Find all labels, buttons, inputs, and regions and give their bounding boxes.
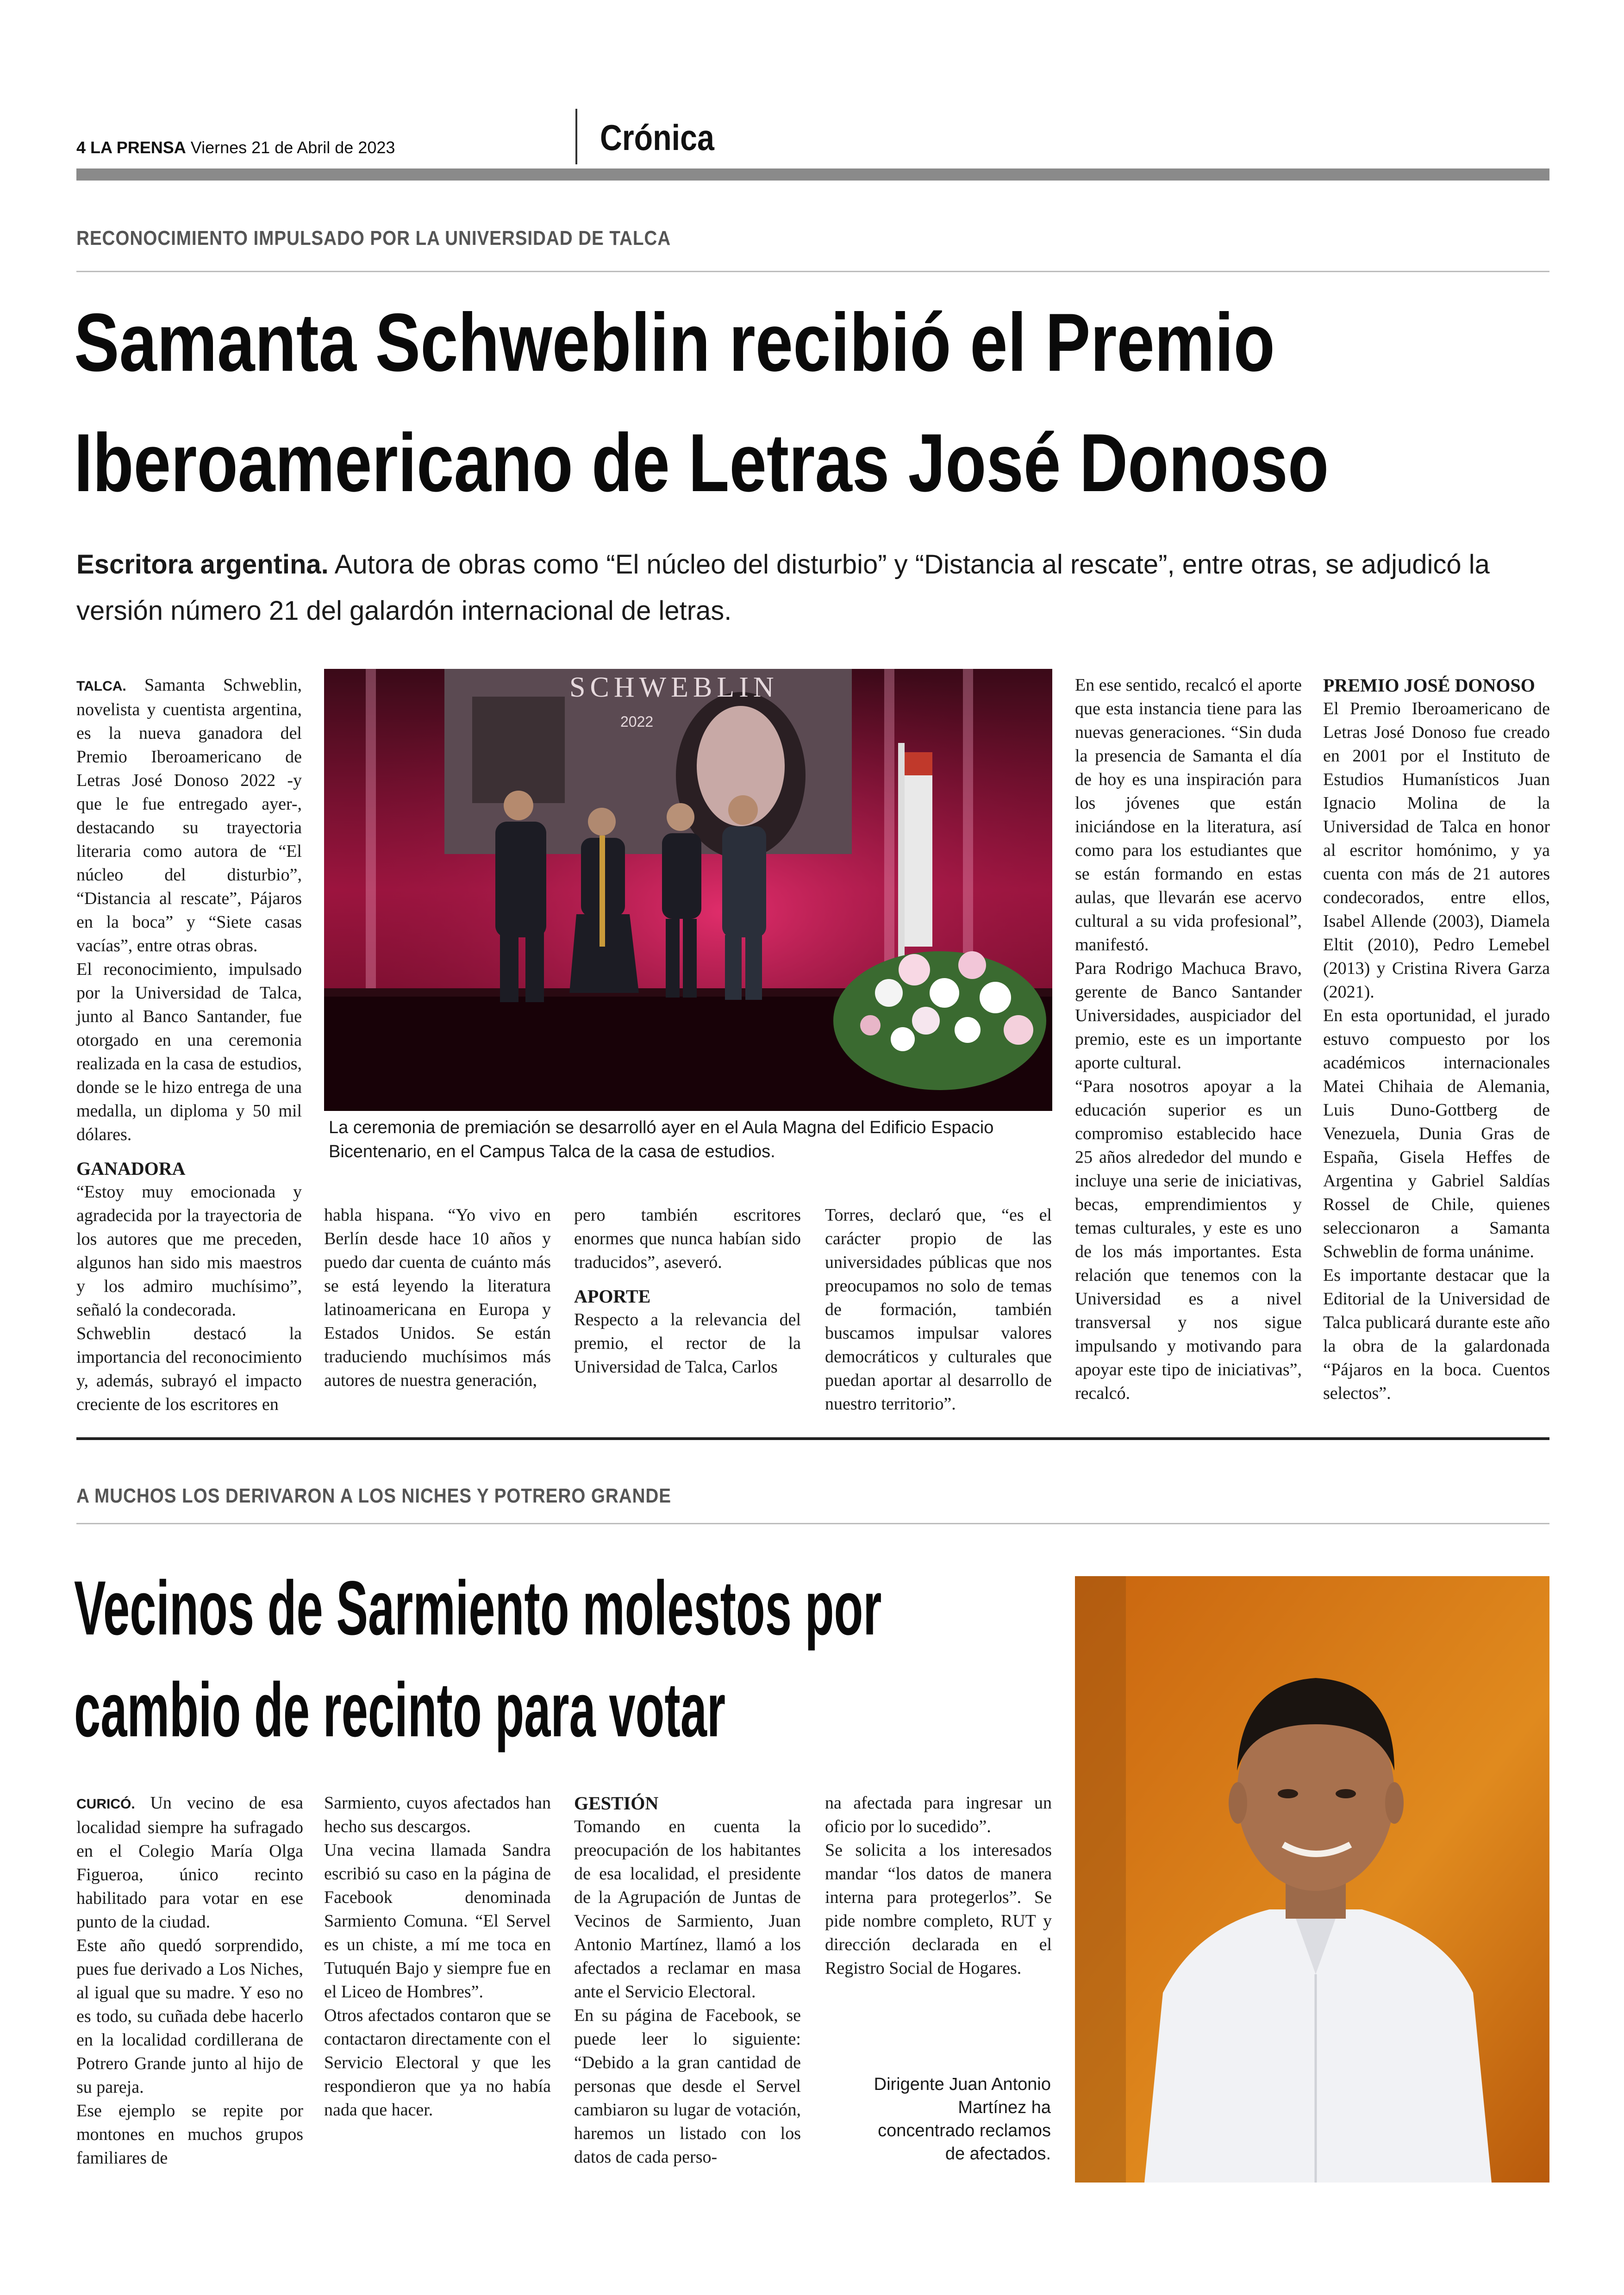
paragraph: Una vecina llamada Sandra escribió su caso en la página de Facebook denominada Sarmiento Comuna. “El Servel es un chiste, a mí me toca en Tutuquén Bajo y siempre fue en el Liceo de Hombres”. <box>324 1840 551 2002</box>
paragraph: pero también escritores enormes que nunca habían sido traducidos”, aseveró. <box>574 1205 801 1272</box>
screen-year: 2022 <box>620 713 654 730</box>
paragraph: Este año quedó sorprendido, pues fue derivado a Los Niches, al igual que su madre. Y eso no es todo, su cuñada debe hacerlo en la localidad cordillerana de Potrero Grande junto al hijo de su pareja. <box>76 1936 303 2097</box>
paragraph: Respecto a la relevancia del premio, el rector de la Universidad de Talca, Carlos <box>574 1310 801 1377</box>
paragraph: Se solicita a los interesados mandar “los datos de manera interna para protegerlos”. Se pide nombre completo, RUT y dirección declarada en el Registro Social de Hogares. <box>825 1840 1052 1978</box>
paragraph: Ese ejemplo se repite por montones en muchos grupos familiares de <box>76 2101 303 2168</box>
article1-column-6 <box>1323 674 1550 1405</box>
subhead-aporte: APORTE <box>574 1286 651 1307</box>
paragraph: El reconocimiento, impulsado por la Universidad de Talca, junto al Banco Santander, fue otorgado en una ceremonia realizada en la casa de estudios, donde se le hizo entrega de una medalla, un diploma y 50 mil dólares. <box>76 960 302 1144</box>
article2-column-4 <box>825 1791 1052 1980</box>
article2-column-2 <box>324 1791 551 2122</box>
article1-headline-line2: Iberoamericano de Letras José Donoso <box>74 417 1329 509</box>
article1-column-5 <box>1075 674 1302 1405</box>
article1-column-4 <box>825 1204 1052 1416</box>
masthead-line <box>76 138 395 157</box>
lead-bold: Escritora argentina. <box>76 549 329 580</box>
paragraph: “Para nosotros apoyar a la educación superior es un compromiso establecido hace 25 años alrededor del mundo e incluye una serie de iniciativas, becas, emprendimientos y temas culturales, y este es uno de los más importantes. Esta relación que tenemos con la Universidad es a nivel transversal y nos sigue impulsando y motivando para apoyar este tipo de iniciativas”, recalcó. <box>1075 1077 1302 1403</box>
dateline: CURICÓ. <box>76 1796 135 1812</box>
paragraph: Schweblin destacó la importancia del reconocimiento y, además, subrayó el impacto creciente de los escritores en <box>76 1324 302 1414</box>
article2-headline-line1: Vecinos de Sarmiento molestos por <box>74 1565 882 1651</box>
header-bar <box>76 168 1549 181</box>
paragraph: Para Rodrigo Machuca Bravo, gerente de Banco Santander Universidades, auspiciador del premio, este es un importante aporte cultural. <box>1075 959 1302 1073</box>
paragraph: habla hispana. “Yo vivo en Berlín desde hace 10 años y puedo dar cuenta de cuánto más se está leyendo la literatura latinoamericana en Europa y Estados Unidos. Se están traduciendo muchísimos más autores de nuestra generación, <box>324 1205 551 1390</box>
paragraph: “Estoy muy emocionada y agradecida por la trayectoria de los autores que me preceden, algunos han sido mis maestros y los admiro muchísimo”, señaló la condecorada. <box>76 1182 302 1320</box>
paragraph: Sarmiento, cuyos afectados han hecho sus descargos. <box>324 1793 551 1836</box>
paper-name: LA PRENSA <box>90 138 186 157</box>
article1-headline-line1: Samanta Schweblin recibió el Premio <box>74 296 1275 388</box>
kicker-rule <box>76 1523 1549 1524</box>
subhead-premio: PREMIO JOSÉ DONOSO <box>1323 675 1535 696</box>
ceremony-photo <box>324 669 1052 1111</box>
portrait-photo <box>1075 1576 1549 2183</box>
article2-column-3 <box>574 1791 801 2169</box>
kicker-rule <box>76 271 1549 272</box>
portrait-caption: Dirigente Juan Antonio Martínez ha concentrado reclamos de afectados. <box>874 2075 1051 2164</box>
section-divider <box>76 1437 1549 1440</box>
paragraph: Tomando en cuenta la preocupación de los habitantes de esa localidad, el presidente de la Agrupación de Juntas de Vecinos de Sarmiento, Juan Antonio Martínez, llamó a los afectados a reclamar en masa ante el Servicio Electoral. <box>574 1817 801 2002</box>
paragraph: En ese sentido, recalcó el aporte que esta instancia tiene para las nuevas generaciones. “Sin duda la presencia de Samanta el día de hoy es una inspiración para los jóvenes que están iniciándose en la literatura, así como para los estudiantes que se están formando en estas aulas, que llevarán ese acervo cultural a su vida profesional”, manifestó. <box>1075 675 1302 954</box>
article1-column-3 <box>574 1204 801 1379</box>
paragraph: na afectada para ingresar un oficio por lo sucedido”. <box>825 1793 1052 1836</box>
article1-column-1 <box>76 674 302 1416</box>
paragraph: Samanta Schweblin, novelista y cuentista argentina, es la nueva ganadora del Premio Iberoamericano de Letras José Donoso 2022 -y que le fue entregado ayer-, destacando su trayectoria literaria como autora de “El núcleo del disturbio”, “Distancia al rescate”, Pájaros en la boca” y “Siete casas vacías”, entre otras obras. <box>76 675 302 955</box>
lead-text: Autora de obras como “El núcleo del disturbio” y “Distancia al rescate”, entre otras, se adjudicó la versión número 21 del galardón internacional de letras. <box>76 549 1490 626</box>
page-number: 4 <box>76 138 86 157</box>
article2-column-1 <box>76 1791 303 2170</box>
paragraph: Un vecino de esa localidad siempre ha sufragado en el Colegio María Olga Figueroa, único recinto habilitado para votar en ese punto de la ciudad. <box>76 1793 304 1932</box>
section-title: Crónica <box>600 117 714 158</box>
dateline: TALCA. <box>76 679 126 694</box>
article1-kicker: RECONOCIMIENTO IMPULSADO POR LA UNIVERSIDAD DE TALCA <box>76 227 671 249</box>
portrait-photo-image <box>1075 1576 1549 2183</box>
article2-kicker: A MUCHOS LOS DERIVARON A LOS NICHES Y POTRERO GRANDE <box>76 1484 671 1507</box>
subhead-gestion: GESTIÓN <box>574 1793 659 1814</box>
paragraph: El Premio Iberoamericano de Letras José Donoso fue creado en 2001 por el Instituto de Estudios Humanísticos Juan Ignacio Molina de la Universidad de Talca en honor al escritor homónimo, y ya cuenta con más de 21 autores condecorados, entre ellos, Isabel Allende (2003), Diamela Eltit (2010), Pedro Lemebel (2013) y Cristina Rivera Garza (2021). <box>1323 699 1550 1002</box>
screen-title: SCHWEBLIN <box>569 672 779 703</box>
paragraph: Otros afectados contaron que se contactaron directamente con el Servicio Electoral y que les respondieron que ya no había nada que hacer. <box>324 2006 551 2120</box>
subhead-ganadora: GANADORA <box>76 1158 186 1179</box>
article1-column-2 <box>324 1204 551 1392</box>
paragraph: En esta oportunidad, el jurado estuvo compuesto por los académicos internacionales Matei Chihaia de Alemania, Luis Duno-Gottberg de Venezuela, Dunia Gras de España, Gisela Heffes de Argentina y Gabriel Saldías Rossel de Chile, quienes seleccionaron a Samanta Schweblin de forma unánime. <box>1323 1006 1550 1261</box>
ceremony-photo-caption: La ceremonia de premiación se desarrolló ayer en el Aula Magna del Edificio Espacio Bicentenario, en el Campus Talca de la casa de estudios. <box>329 1118 994 1161</box>
article1-lead <box>76 542 1549 634</box>
paragraph: Torres, declaró que, “es el carácter propio de las universidades públicas que nos preocupamos no solo de temas de formación, también buscamos impulsar valores democráticos y culturales que puedan aportar al desarrollo de nuestro territorio”. <box>825 1205 1052 1414</box>
paragraph: Es importante destacar que la Editorial de la Universidad de Talca publicará durante este año la obra de la galardonada “Pájaros en la boca. Cuentos selectos”. <box>1323 1266 1550 1403</box>
article2-headline-line2: cambio de recinto para votar <box>74 1667 726 1753</box>
issue-date: Viernes 21 de Abril de 2023 <box>190 138 395 157</box>
paragraph: En su página de Facebook, se puede leer lo siguiente: “Debido a la gran cantidad de personas que desde el Servel cambiaron su lugar de votación, haremos un listado con los datos de cada perso- <box>574 2006 801 2167</box>
ceremony-photo-image <box>324 669 1052 1111</box>
header-divider <box>575 109 577 164</box>
